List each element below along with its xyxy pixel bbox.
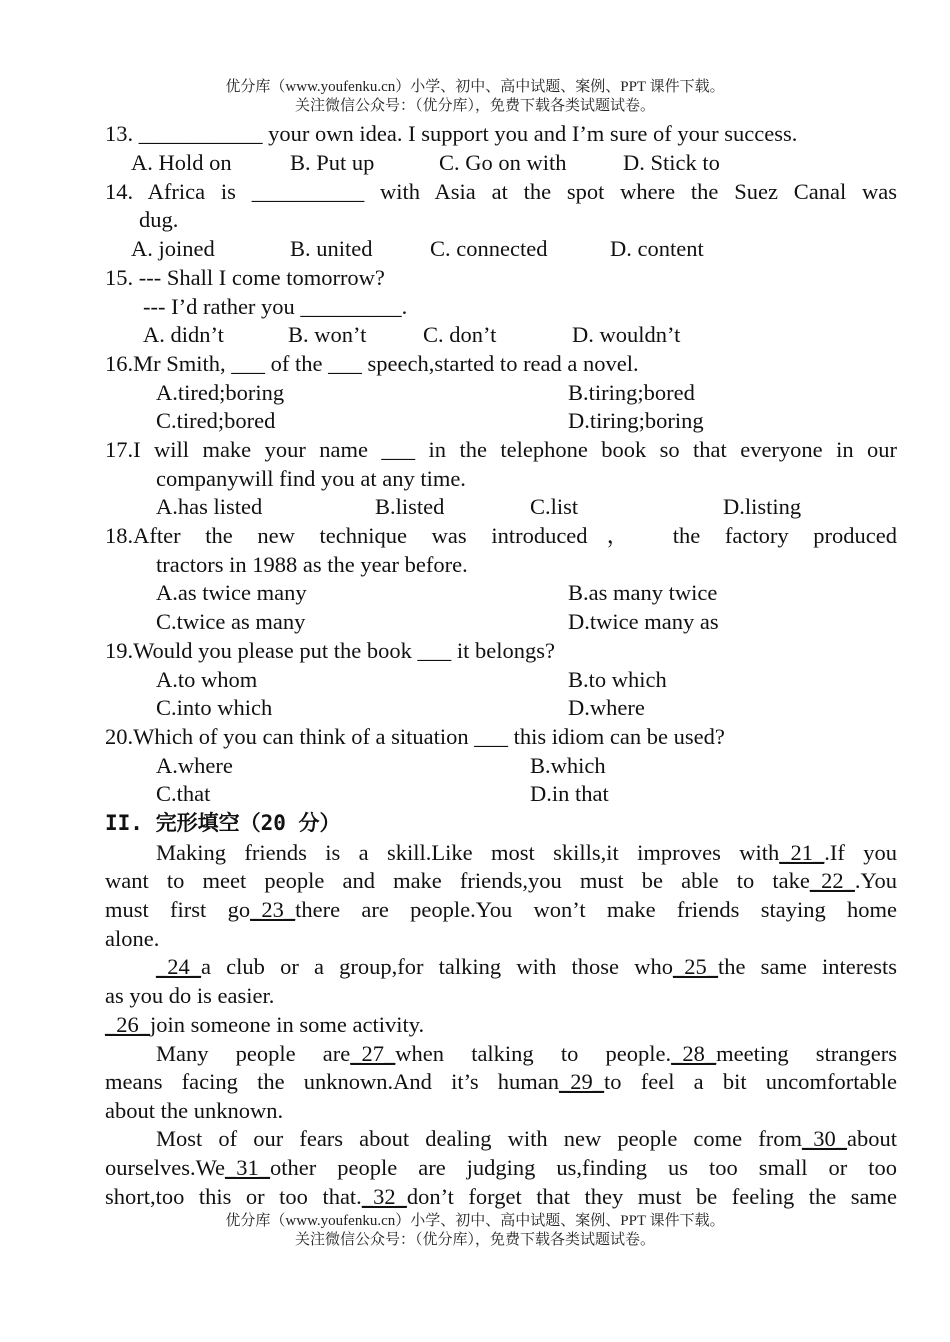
passage-p2-line1	[156, 952, 897, 981]
passage-p4-line1	[156, 1039, 897, 1068]
passage-p1-line3	[105, 895, 897, 924]
q15-stem-line2: --- I’d rather you _________.	[143, 294, 408, 319]
passage-p1-line4: alone.	[105, 926, 160, 951]
q18-stem-line2: tractors in 1988 as the year before.	[156, 552, 468, 577]
text: .If you	[824, 840, 897, 865]
passage-p3-line1	[105, 1010, 424, 1039]
blank-30: _30_	[802, 1126, 847, 1151]
passage-p4-line2	[105, 1067, 897, 1096]
passage-p5-line1	[156, 1124, 897, 1153]
passage-p2-line2: as you do is easier.	[105, 983, 275, 1008]
q17-option-b: B.listed	[375, 494, 445, 519]
text: when talking to people.	[395, 1041, 672, 1066]
blank-28: _28_	[671, 1041, 717, 1066]
q18-option-b: B.as many twice	[568, 580, 718, 605]
q19-stem-post: it belongs?	[451, 638, 556, 663]
text: Making friends is a skill.Like most skills,it improves with	[156, 840, 780, 865]
text: Most of our fears about dealing with new people come from	[156, 1126, 802, 1151]
q14-option-c: C. connected	[430, 236, 548, 261]
q14-option-d: D. content	[610, 236, 704, 261]
q19-stem	[105, 636, 555, 665]
q16-option-d: D.tiring;boring	[568, 408, 704, 433]
q18-option-c: C.twice as many	[156, 609, 306, 634]
q15-option-d: D. wouldn’t	[572, 322, 681, 347]
passage-p1-line1	[156, 838, 897, 867]
q14-stem-line2: dug.	[139, 207, 179, 232]
q18-option-d: D.twice many as	[568, 609, 719, 634]
blank-22: _22_	[809, 868, 855, 893]
q19-blank: ___	[417, 638, 452, 663]
blank-25: _25_	[672, 954, 718, 979]
text: short,too this or too that.	[105, 1184, 362, 1209]
text: about	[847, 1126, 897, 1151]
q17-option-a: A.has listed	[156, 494, 263, 519]
text: to feel a bit uncomfortable	[604, 1069, 897, 1094]
blank-21: _21_	[779, 840, 825, 865]
text: Many people are	[156, 1041, 351, 1066]
q15-option-b: B. won’t	[288, 322, 367, 347]
q13-stem: 13. ___________ your own idea. I support you and I’m sure of your success.	[105, 121, 798, 146]
text: join someone in some activity.	[150, 1012, 425, 1037]
blank-32: _32_	[361, 1184, 407, 1209]
q20-option-b: B.which	[530, 753, 606, 778]
blank-31: _31_	[225, 1155, 271, 1180]
q17-option-d: D.listing	[723, 494, 802, 519]
text: other people are judging us,finding us too small or too	[270, 1155, 897, 1180]
section-heading: II. 完形填空（20 分）	[105, 811, 341, 835]
blank-24: _24_	[156, 954, 201, 979]
blank-29: _29_	[559, 1069, 605, 1094]
q15-option-a: A. didn’t	[143, 322, 224, 347]
header-line-1: 优分库（www.youfenku.cn）小学、初中、高中试题、案例、PPT 课件下载。	[225, 79, 725, 95]
q20-stem: 20.Which of you can think of a situation ___ this idiom can be used?	[105, 724, 725, 749]
passage-p1-line2	[105, 866, 897, 895]
q15-stem-line1: 15. --- Shall I come tomorrow?	[105, 265, 385, 290]
q16-stem: 16.Mr Smith, ___ of the ___ speech,started to read a novel.	[105, 351, 639, 376]
q16-option-c: C.tired;bored	[156, 408, 276, 433]
q20-option-c: C.that	[156, 781, 211, 806]
blank-26: _26_	[105, 1012, 150, 1037]
text: ourselves.We	[105, 1155, 226, 1180]
text: the same interests	[717, 954, 898, 979]
text: there are people.You won’t make friends staying home	[295, 897, 897, 922]
text: meeting strangers	[716, 1041, 897, 1066]
q14-option-a: A. joined	[131, 236, 215, 261]
q15-option-c: C. don’t	[423, 322, 497, 347]
q17-stem-line1: 17.I will make your name ___ in the telephone book so that everyone in our	[105, 437, 897, 462]
q19-option-a: A.to whom	[156, 667, 258, 692]
blank-23: _23_	[250, 897, 296, 922]
text: don’t forget that they must be feeling the same	[406, 1184, 897, 1209]
text: a club or a group,for talking with those who	[201, 954, 673, 979]
blank-27: _27_	[350, 1041, 396, 1066]
q19-option-d: D.where	[568, 695, 645, 720]
q19-option-b: B.to which	[568, 667, 667, 692]
q18-stem-line1: 18.After the new technique was introduced， the factory produced	[105, 523, 897, 548]
q19-option-c: C.into which	[156, 695, 273, 720]
text: want to meet people and make friends,you must be able to take	[105, 868, 810, 893]
q14-option-b: B. united	[290, 236, 373, 261]
q16-option-b: B.tiring;bored	[568, 380, 695, 405]
passage-p5-line3	[105, 1182, 897, 1211]
header-line-2: 关注微信公众号：（优分库），免费下载各类试题试卷。	[294, 98, 655, 114]
q18-option-a: A.as twice many	[156, 580, 307, 605]
q16-option-a: A.tired;boring	[156, 380, 285, 405]
q13-option-a: A. Hold on	[131, 150, 232, 175]
q17-option-c: C.list	[530, 494, 579, 519]
q13-option-d: D. Stick to	[623, 150, 720, 175]
passage-p4-line3: about the unknown.	[105, 1098, 284, 1123]
text: must first go	[105, 897, 251, 922]
q13-option-b: B. Put up	[290, 150, 375, 175]
text: means facing the unknown.And it’s human	[105, 1069, 560, 1094]
q17-stem-line2: companywill find you at any time.	[156, 466, 466, 491]
q13-option-c: C. Go on with	[439, 150, 567, 175]
q14-stem-line1: 14. Africa is __________ with Asia at the spot where the Suez Canal was	[105, 179, 897, 204]
text: .You	[854, 868, 897, 893]
footer-line-1: 优分库（www.youfenku.cn）小学、初中、高中试题、案例、PPT 课件下载。	[225, 1213, 725, 1229]
q20-option-a: A.where	[156, 753, 233, 778]
footer-line-2: 关注微信公众号：（优分库），免费下载各类试题试卷。	[294, 1232, 655, 1248]
q20-option-d: D.in that	[530, 781, 609, 806]
q19-stem-pre: 19.Would you please put the book	[105, 638, 418, 663]
passage-p5-line2	[105, 1153, 897, 1182]
